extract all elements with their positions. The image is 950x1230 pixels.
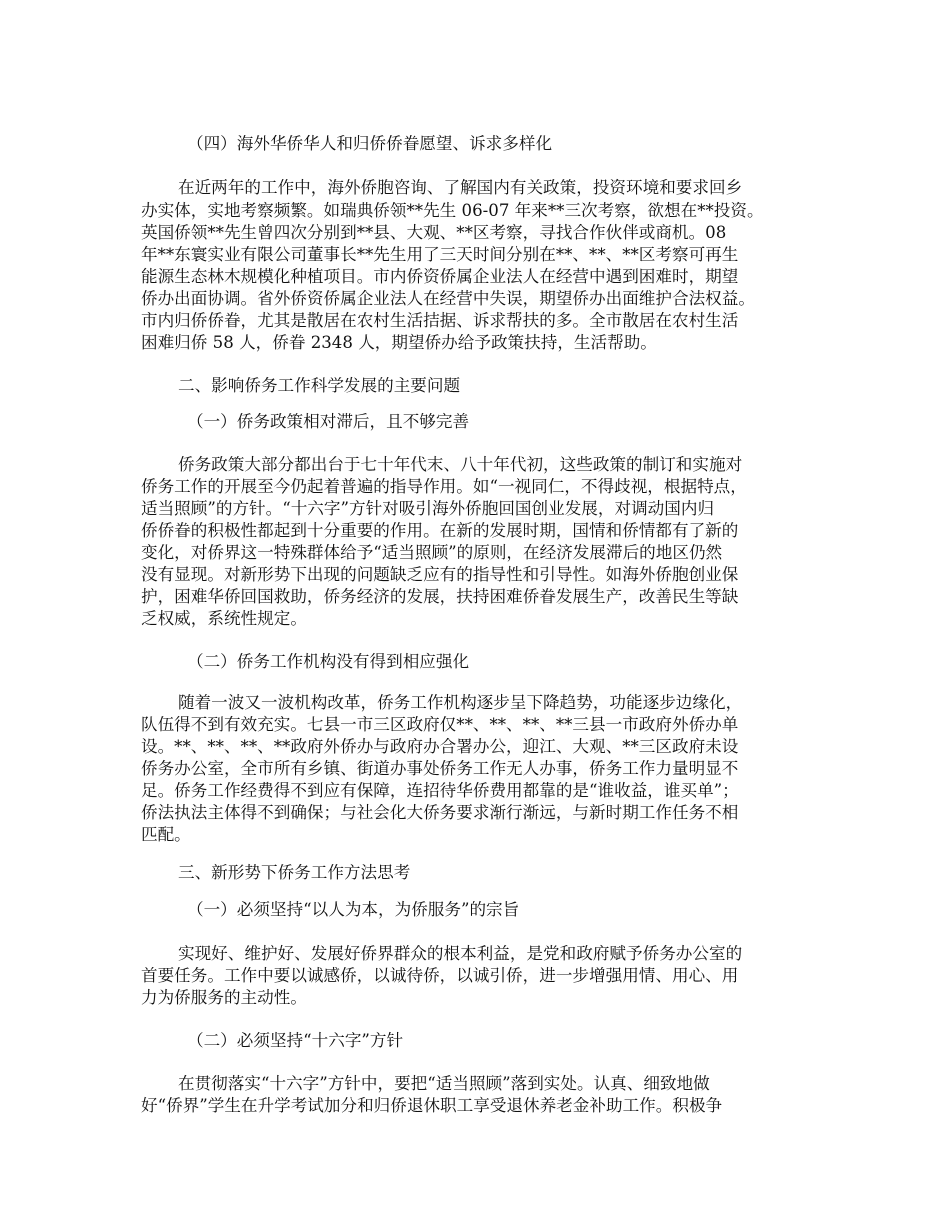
paragraph-line: 侨侨眷的积极性都起到十分重要的作用。在新的发展时期，国情和侨情都有了新的 — [141, 521, 739, 540]
paragraph-line: 实现好、维护好、发展好侨界群众的根本利益，是党和政府赋予侨务办公室的 — [178, 944, 743, 963]
paragraph-line: 侨务工作的开展至今仍起着普遍的指导作用。如“一视同仁，不得歧视，根据特点， — [141, 477, 747, 496]
paragraph-line: 首要任务。工作中要以诚感侨，以诚待侨，以诚引侨，进一步增强用情、用心、用 — [141, 966, 739, 985]
section-heading-policy-lag: （一）侨务政策相对滞后，且不够完善 — [187, 412, 470, 431]
paragraph-line: 英国侨领**先生曾四次分别到**县、大观、**区考察，寻找合作伙伴或商机。08 — [141, 223, 727, 242]
paragraph-line: 侨务政策大部分都出台于七十年代末、八十年代初，这些政策的制订和实施对 — [178, 455, 743, 474]
section-heading-methods: 三、新形势下侨务工作方法思考 — [178, 863, 411, 882]
paragraph-line: 年**东寰实业有限公司董事长**先生用了三天时间分别在**、**、**区考察可再生 — [141, 245, 739, 264]
paragraph-line: 没有显现。对新形势下出现的问题缺乏应有的指导性和引导性。如海外侨胞创业保 — [141, 565, 739, 584]
paragraph-line: 护，困难华侨回国救助，侨务经济的发展，扶持困难侨眷发展生产，改善民生等缺 — [141, 587, 739, 606]
section-heading-sixteen-chars: （二）必须坚持“十六字”方针 — [187, 1031, 404, 1050]
paragraph-line: 队伍得不到有效充实。七县一市三区政府仅**、**、**、**三县一市政府外侨办单 — [141, 715, 739, 734]
section-heading-main-issues: 二、影响侨务工作科学发展的主要问题 — [178, 376, 461, 395]
paragraph-line: 随着一波又一波机构改革，侨务工作机构逐步呈下降趋势，功能逐步边缘化， — [178, 693, 743, 712]
section-heading-4: （四）海外华侨华人和归侨侨眷愿望、诉求多样化 — [187, 134, 553, 153]
section-heading-agency: （二）侨务工作机构没有得到相应强化 — [187, 652, 470, 671]
paragraph-line: 在贯彻落实“十六字”方针中，要把“适当照顾”落到实处。认真、细致地做 — [178, 1074, 710, 1093]
paragraph-line: 匹配。 — [141, 825, 191, 844]
section-heading-people-first: （一）必须坚持“以人为本，为侨服务”的宗旨 — [187, 900, 520, 919]
paragraph-line: 困难归侨 58 人，侨眷 2348 人，期望侨办给予政策扶持，生活帮助。 — [141, 333, 657, 352]
paragraph-line: 能源生态林木规模化种植项目。市内侨资侨属企业法人在经营中遇到困难时，期望 — [141, 267, 739, 286]
paragraph-line: 办实体，实地考察频繁。如瑞典侨领**先生 06-07 年来**三次考察，欲想在**投资。 — [141, 201, 764, 220]
paragraph-line: 侨务办公室，全市所有乡镇、街道办事处侨务工作无人办事，侨务工作力量明显不 — [141, 759, 739, 778]
paragraph-line: 侨法执法主体得不到确保；与社会化大侨务要求渐行渐远，与新时期工作任务不相 — [141, 803, 739, 822]
paragraph-line: 乏权威，系统性规定。 — [141, 609, 307, 628]
paragraph-line: 变化，对侨界这一特殊群体给予“适当照顾”的原则，在经济发展滞后的地区仍然 — [141, 543, 723, 562]
paragraph-line: 设。**、**、**、**政府外侨办与政府办合署办公，迎江、大观、**三区政府未设 — [141, 737, 739, 756]
paragraph-line: 适当照顾”的方针。“十六字”方针对吸引海外侨胞回国创业发展，对调动国内归 — [141, 499, 715, 518]
paragraph-line: 侨办出面协调。省外侨资侨属企业法人在经营中失误，期望侨办出面维护合法权益。 — [141, 289, 755, 308]
paragraph-line: 在近两年的工作中，海外侨胞咨询、了解国内有关政策，投资环境和要求回乡 — [178, 178, 743, 197]
paragraph-line: 足。侨务工作经费得不到应有保障，连招待华侨费用都靠的是“谁收益，谁买单”； — [141, 781, 739, 800]
paragraph-line: 市内归侨侨眷，尤其是散居在农村生活拮据、诉求帮扶的多。全市散居在农村生活 — [141, 311, 739, 330]
paragraph-line: 力为侨服务的主动性。 — [141, 988, 307, 1007]
paragraph-line: 好“侨界”学生在升学考试加分和归侨退休职工享受退休养老金补助工作。积极争 — [141, 1096, 723, 1115]
